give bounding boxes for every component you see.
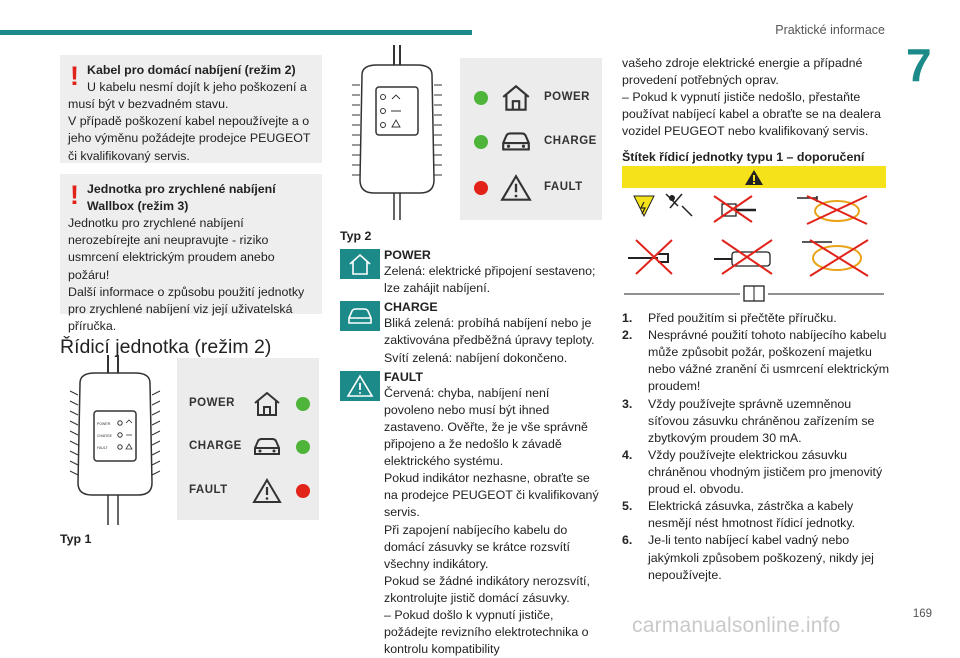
lamp-power <box>474 91 488 105</box>
type2-indicator-panel <box>460 58 602 220</box>
home-icon <box>252 391 282 417</box>
warning-box-wallbox <box>60 174 322 333</box>
type1-indicator-panel <box>177 358 319 520</box>
list-item: 5. Elektrická zásuvka, zástrčka a kabely nesmějí nést hmotnost řídicí jednotky. <box>622 499 856 531</box>
type2-caption: Typ 2 <box>340 229 372 243</box>
warning-triangle-icon <box>252 478 282 504</box>
watermark: carmanualsonline.info <box>632 614 841 637</box>
warning-title: Jednotka pro zrychlené nabíjení Wallbox (režim 3) <box>87 182 276 214</box>
page-number: 169 <box>912 608 932 620</box>
indicator-power <box>340 247 602 281</box>
section-header: Praktické informace <box>775 23 885 37</box>
warning-triangle-icon <box>500 174 532 202</box>
indicator-title: FAULT <box>384 369 423 384</box>
list-item: 6. Je-li tento nabíjecí kabel vadný nebo jakýmkoli způsobem poškozený, nikdy jej nepoužívejte. <box>622 533 874 582</box>
car-icon <box>252 436 282 458</box>
label-heading: Štítek řídicí jednotky typu 1 – doporučení <box>622 149 865 164</box>
car-icon <box>340 301 380 331</box>
home-icon <box>340 249 380 279</box>
type1-caption: Typ 1 <box>60 532 92 546</box>
indicator-title: CHARGE <box>384 300 438 315</box>
lamp-label-charge: CHARGE <box>189 440 242 453</box>
section-title: Řídicí jednotka (režim 2) <box>60 336 272 358</box>
lamp-power <box>296 397 310 411</box>
list-item: 2. Nesprávné použití tohoto nabíjecího kabelu může způsobit požár, poškození majetku nebo vážné zranění či usmrcení elektrickým proudem! <box>622 328 890 394</box>
warning-body: Jednotku pro zrychlené nabíjení nerozebírejte ani neupravujte - riziko usmrcení elektrickým proudem anebo požáru! Další informace o způsobu použití jednotky pro zrychlené nabíjení viz její uživatelská příručka. <box>68 216 305 333</box>
warning-icon: ! <box>70 180 79 210</box>
indicator-text: Bliká zelená: probíhá nabíjení nebo je zaktivována předběžná úpravy teploty. Svítí zelená: nabíjení dokončeno. <box>384 316 595 365</box>
lamp-charge <box>296 440 310 454</box>
header-bar <box>0 30 472 35</box>
indicator-text: Zelená: elektrické připojení sestaveno; lze zahájit nabíjení. <box>384 264 596 296</box>
warning-title: Kabel pro domácí nabíjení (režim 2) <box>87 63 296 77</box>
chapter-number: 7 <box>906 39 932 91</box>
lamp-label-power: POWER <box>189 397 235 410</box>
car-icon <box>500 130 532 154</box>
device-label-fault: FAULT <box>97 446 108 450</box>
home-icon <box>500 84 532 112</box>
indicator-charge <box>340 299 602 333</box>
recommendation-list <box>622 310 892 584</box>
warning-icon: ! <box>70 61 79 91</box>
indicator-fault <box>340 369 602 403</box>
list-item: 1. Před použitím si přečtěte příručku. <box>622 311 837 325</box>
type1-device-illustration <box>60 355 170 525</box>
warning-triangle-icon <box>340 371 380 401</box>
list-item: 3. Vždy používejte správně uzemněnou síťovou zásuvku chráněnou zařízením se zbytkovým proudem 30 mA. <box>622 396 875 445</box>
control-unit-label-illustration <box>622 166 886 304</box>
lamp-label-fault: FAULT <box>544 181 583 194</box>
continuation-text: vašeho zdroje elektrické energie a případné provedení potřebných oprav. – Pokud k vypnutí jističe nedošlo, přestaňte používat nabíjecí kabel a obraťte se na dealera vozidel PEUGEOT nebo kvalifikovaný servis. <box>622 56 881 139</box>
indicator-title: POWER <box>384 248 431 263</box>
lamp-fault <box>296 484 310 498</box>
warning-body: U kabelu nesmí dojít k jeho poškození a musí být v bezvadném stavu. V případě poškození kabel nepoužívejte a o jeho výměnu požádejte prodejce PEUGEOT či kvalifikovaný servis. <box>68 80 311 163</box>
warning-box-home-cable <box>60 55 322 163</box>
device-label-charge: CHARGE <box>97 434 112 438</box>
type2-device-illustration <box>340 45 452 220</box>
device-label-power: POWER <box>97 422 111 426</box>
lamp-label-charge: CHARGE <box>544 135 597 148</box>
list-item: 4. Vždy používejte elektrickou zásuvku chráněnou vhodným jističem pro jmenovitý proud el. obvodu. <box>622 447 883 497</box>
lamp-label-fault: FAULT <box>189 484 228 497</box>
lamp-fault <box>474 181 488 195</box>
lamp-charge <box>474 135 488 149</box>
lamp-label-power: POWER <box>544 91 590 104</box>
indicator-text: Červená: chyba, nabíjení není povoleno nebo musí být ihned zastaveno. Ověřte, že je vše správně připojeno a že nedošlo k závadě elektrického systému. Pokud indikátor nezhasne, obraťte se na prodejce PEUGEOT či kvalifikovaný servis. Při zapojení nabíjecího kabelu do domácí zásuvky se krátce rozsvítí všechny indikátory. Pokud se žádné indikátory nerozsvítí, zkontrolujte jistič domácí zásuvky. – Pokud došlo k vypnutí jističe, požádejte revizního elektrotechnika o kontrolu kompatibility <box>384 385 599 657</box>
